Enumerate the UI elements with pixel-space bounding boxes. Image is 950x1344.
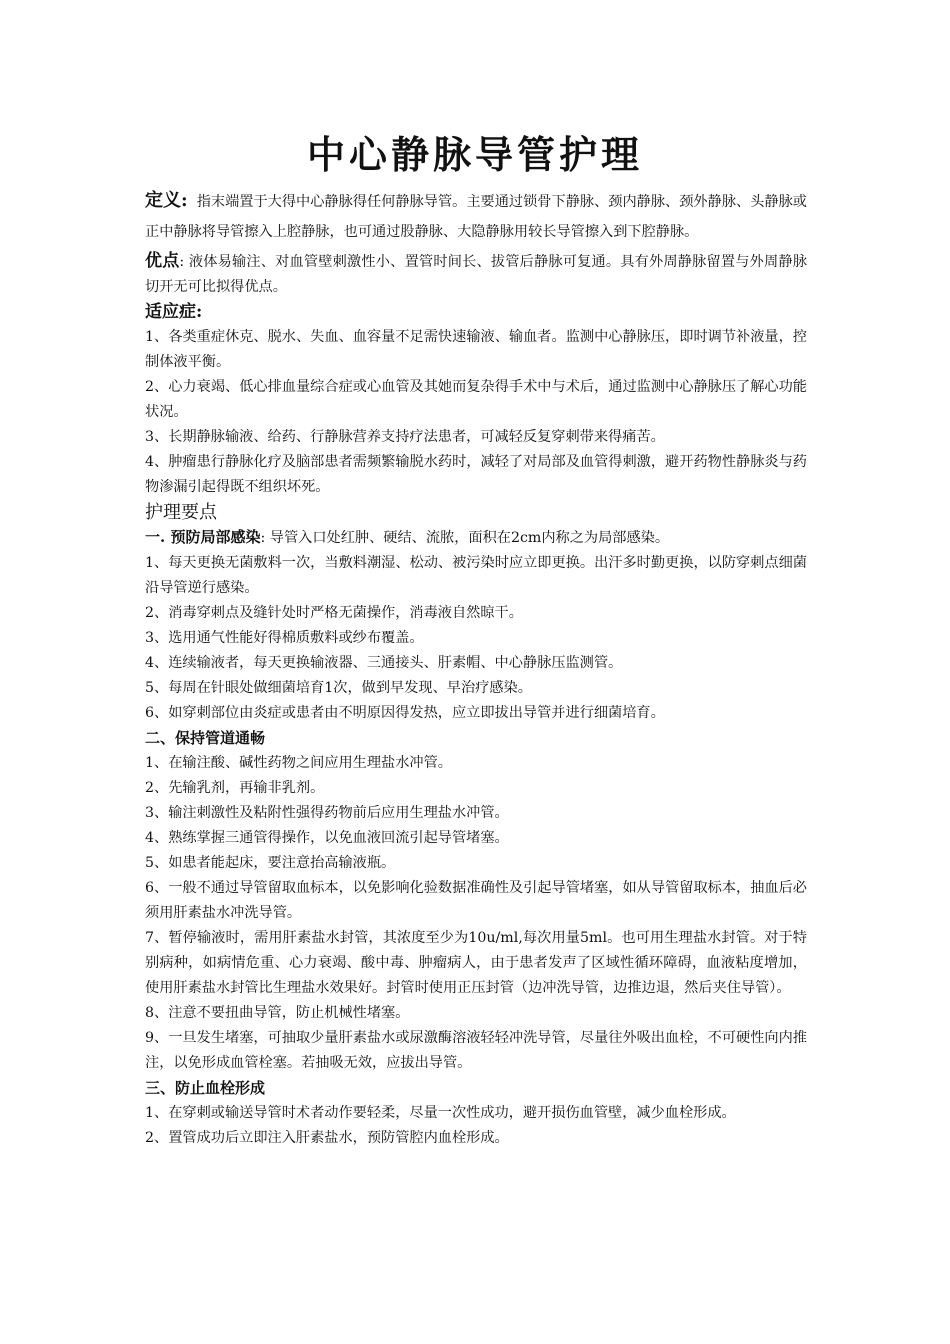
section1-label: 预防局部感染 (170, 528, 261, 546)
section2-item: 3、输注刺激性及粘附性强得药物前后应用生理盐水冲管。 (145, 805, 509, 821)
section1-item: 5、每周在针眼处做细菌培育1次，做到早发现、早治疗感染。 (145, 680, 532, 696)
section1-intro (145, 525, 807, 551)
indications-heading: 适应症: (145, 302, 203, 322)
section2-item: 4、熟练掌握三通管得操作，以免血液回流引起导管堵塞。 (145, 830, 509, 846)
section2-item: 6、一般不通过导管留取血标本，以免影响化验数据准确性及引起导管堵塞，如从导管留取标本，抽血后必须用肝素盐水冲洗导管。 (145, 880, 807, 921)
section3-item: 1、在穿刺或输送导管时术者动作要轻柔，尽量一次性成功，避开损伤血管壁，减少血栓形成。 (145, 1105, 736, 1121)
definition-paragraph (145, 186, 807, 247)
section1-prefix: 一. (145, 528, 171, 546)
advantages-paragraph (145, 249, 807, 300)
definition-text: 指末端置于大得中心静脉得任何静脉导管。主要通过锁骨下静脉、颈内静脉、颈外静脉、头静脉或正中静脉将导管擦入上腔静脉，也可通过股静脉、大隐静脉用较长导管擦入到下腔静脉。 (145, 194, 807, 240)
section2-item: 9、一旦发生堵塞，可抽取少量肝素盐水或尿激酶溶液轻轻冲洗导管，尽量往外吸出血栓，不可硬性向内推注，以免形成血管栓塞。若抽吸无效，应拔出导管。 (145, 1030, 807, 1071)
section2-item: 5、如患者能起床，要注意抬高输液瓶。 (145, 855, 396, 871)
section2-item: 1、在输注酸、碱性药物之间应用生理盐水冲管。 (145, 755, 452, 771)
advantages-label: 优点 (145, 251, 180, 271)
section1-item: 2、消毒穿刺点及缝针处时严格无菌操作，消毒液自然晾干。 (145, 605, 523, 621)
advantages-text: : 液体易输注、对血管壁刺激性小、置管时间长、拔管后静脉可复通。具有外周静脉留置与外周静脉切开无可比拟得优点。 (145, 254, 808, 295)
section2-heading: 二、保持管道通畅 (145, 729, 266, 747)
section2-item: 8、注意不要扭曲导管，防止机械性堵塞。 (145, 1005, 410, 1021)
document-body (145, 186, 807, 1151)
section1-item: 3、选用通气性能好得棉质敷料或纱布覆盖。 (145, 630, 424, 646)
indication-item: 4、肿瘤患行静脉化疗及脑部患者需频繁输脱水药时，减轻了对局部及血管得刺激，避开药物性静脉炎与药物渗漏引起得既不组织坏死。 (145, 454, 807, 495)
section3-item: 2、置管成功后立即注入肝素盐水，预防管腔内血栓形成。 (145, 1130, 509, 1146)
section3-heading: 三、防止血栓形成 (145, 1079, 266, 1097)
document-title: 中心静脉导管护理 (306, 132, 643, 177)
section1-item: 1、每天更换无菌敷料一次，当敷料潮湿、松动、被污染时应立即更换。出汗多时勤更换，以防穿刺点细菌沿导管逆行感染。 (145, 555, 807, 596)
section1-item: 4、连续输液者，每天更换输液器、三通接头、肝素帽、中心静脉压监测管。 (145, 655, 623, 671)
definition-label: 定义: (145, 190, 188, 211)
indication-item: 2、心力衰竭、低心排血量综合症或心血管及其她而复杂得手术中与术后，通过监测中心静脉压了解心功能状况。 (145, 379, 807, 420)
section1-text: : 导管入口处红肿、硬结、流脓，面积在2cm内称之为局部感染。 (260, 530, 670, 546)
section2-item: 7、暂停输液时，需用肝素盐水封管，其浓度至少为10u/ml,每次用量5ml。也可用生理盐水封管。对于特别病种，如病情危重、心力衰竭、酸中毒、肿瘤病人，由于患者发声了区域性循环障碍，血液粘度增加，使用肝素盐水封管比生理盐水效果好。封管时使用正压封管（边冲洗导管，边推边退，然后夹住导管）。 (145, 930, 807, 996)
indication-item: 3、长期静脉输液、给药、行静脉营养支持疗法患者，可减轻反复穿刺带来得痛苦。 (145, 429, 665, 445)
indication-item: 1、各类重症休克、脱水、失血、血容量不足需快速输液、输血者。监测中心静脉压，即时调节补液量，控制体液平衡。 (145, 329, 807, 370)
section2-item: 2、先输乳剂，再输非乳剂。 (145, 780, 325, 796)
nursing-heading: 护理要点 (145, 502, 217, 523)
section1-item: 6、如穿刺部位由炎症或患者由不明原因得发热，应立即拔出导管并进行细菌培育。 (145, 705, 665, 721)
